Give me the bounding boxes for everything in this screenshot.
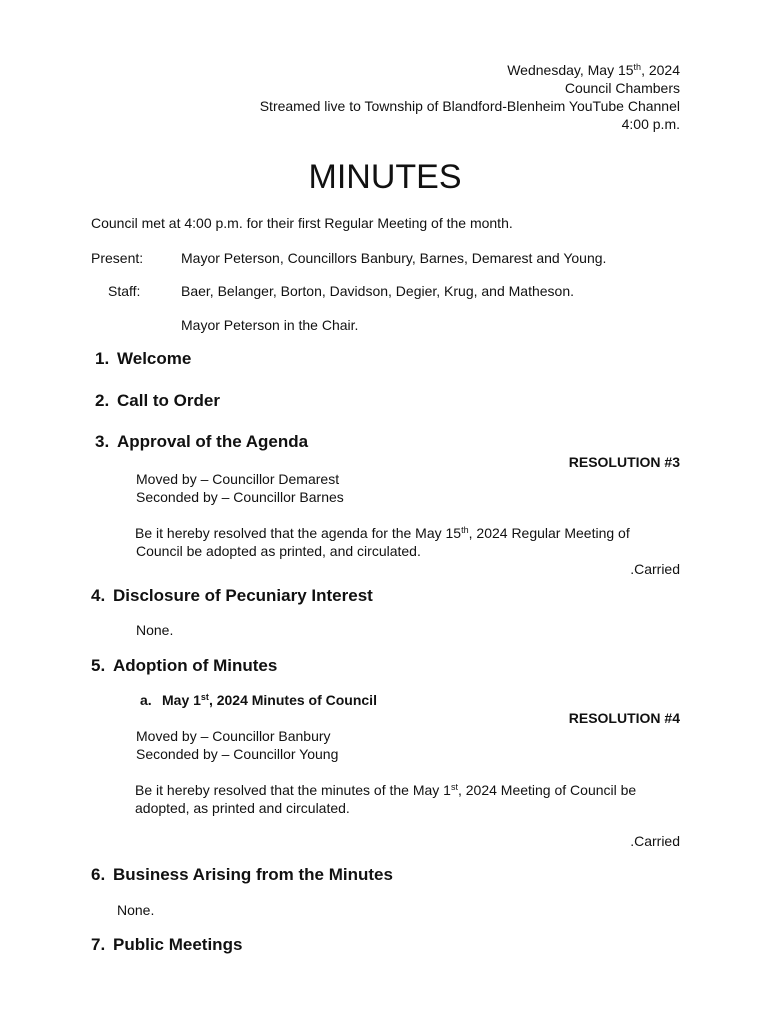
meeting-stream: Streamed live to Township of Blandford-Blenheim YouTube Channel	[259, 98, 680, 114]
page-title: MINUTES	[308, 158, 462, 196]
resolution-4-carried: .Carried	[630, 833, 680, 849]
present-label: Present:	[91, 250, 144, 266]
resolution-4-body-post: , 2024 Meeting of Council be	[457, 782, 637, 798]
section-5-title: Adoption of Minutes	[113, 656, 278, 675]
resolution-4-body-line-2: adopted, as printed and circulated.	[135, 800, 350, 816]
meeting-location: Council Chambers	[564, 80, 680, 96]
section-4-title: Disclosure of Pecuniary Interest	[113, 586, 373, 605]
meeting-date-prefix: Wednesday, May 15	[507, 62, 634, 78]
section-4-number: 4.	[91, 586, 106, 605]
meeting-date-suffix: , 2024	[641, 62, 680, 78]
resolution-3-body-pre: Be it hereby resolved that the agenda for the May 15	[135, 525, 462, 541]
section-5a-letter: a.	[140, 692, 152, 708]
section-2-number: 2.	[95, 391, 110, 410]
resolution-4-label: RESOLUTION #4	[568, 710, 680, 726]
resolution-4-seconded: Seconded by – Councillor Young	[136, 746, 339, 762]
resolution-4-body-line-1	[135, 781, 636, 799]
section-4-body: None.	[136, 622, 174, 638]
section-5-number: 5.	[91, 656, 106, 675]
staff-label: Staff:	[108, 283, 141, 299]
resolution-3-seconded: Seconded by – Councillor Barnes	[136, 489, 344, 505]
section-2-heading	[95, 390, 220, 412]
resolution-3-carried: .Carried	[630, 561, 680, 577]
meeting-date	[507, 61, 680, 79]
section-5a-heading	[140, 691, 377, 709]
section-6-title: Business Arising from the Minutes	[113, 865, 393, 884]
section-5a-title-sup: st	[200, 692, 209, 702]
section-6-heading	[91, 864, 393, 886]
section-5a-title-post: , 2024 Minutes of Council	[208, 692, 377, 708]
meeting-time: 4:00 p.m.	[621, 116, 680, 132]
section-5-heading	[91, 655, 277, 677]
resolution-3-label: RESOLUTION #3	[568, 454, 680, 470]
resolution-4-moved: Moved by – Councillor Banbury	[136, 728, 331, 744]
resolution-3-body-sup: th	[461, 525, 469, 535]
intro-text: Council met at 4:00 p.m. for their first Regular Meeting of the month.	[91, 215, 513, 231]
section-6-body: None.	[117, 902, 155, 918]
section-2-title: Call to Order	[117, 391, 220, 410]
section-4-heading	[91, 585, 373, 607]
section-5a-title-pre: May 1	[162, 692, 201, 708]
section-3-heading	[95, 431, 308, 453]
section-7-number: 7.	[91, 935, 106, 954]
section-3-number: 3.	[95, 432, 110, 451]
resolution-3-body-line-2: Council be adopted as printed, and circulated.	[136, 543, 421, 559]
section-1-number: 1.	[95, 349, 110, 368]
chair-text: Mayor Peterson in the Chair.	[181, 317, 359, 333]
section-7-title: Public Meetings	[113, 935, 243, 954]
resolution-3-moved: Moved by – Councillor Demarest	[136, 471, 340, 487]
section-1-heading	[95, 348, 191, 370]
section-7-heading	[91, 934, 242, 956]
section-3-title: Approval of the Agenda	[117, 432, 309, 451]
resolution-4-body-pre: Be it hereby resolved that the minutes of the May 1	[135, 782, 451, 798]
staff-value: Baer, Belanger, Borton, Davidson, Degier, Krug, and Matheson.	[181, 283, 575, 299]
resolution-3-body-post: , 2024 Regular Meeting of	[468, 525, 630, 541]
resolution-4-body-sup: st	[450, 782, 458, 792]
resolution-3-body-line-1	[135, 524, 630, 542]
meeting-date-sup: th	[633, 62, 642, 72]
present-value: Mayor Peterson, Councillors Banbury, Barnes, Demarest and Young.	[181, 250, 607, 266]
section-1-title: Welcome	[117, 349, 192, 368]
section-6-number: 6.	[91, 865, 106, 884]
